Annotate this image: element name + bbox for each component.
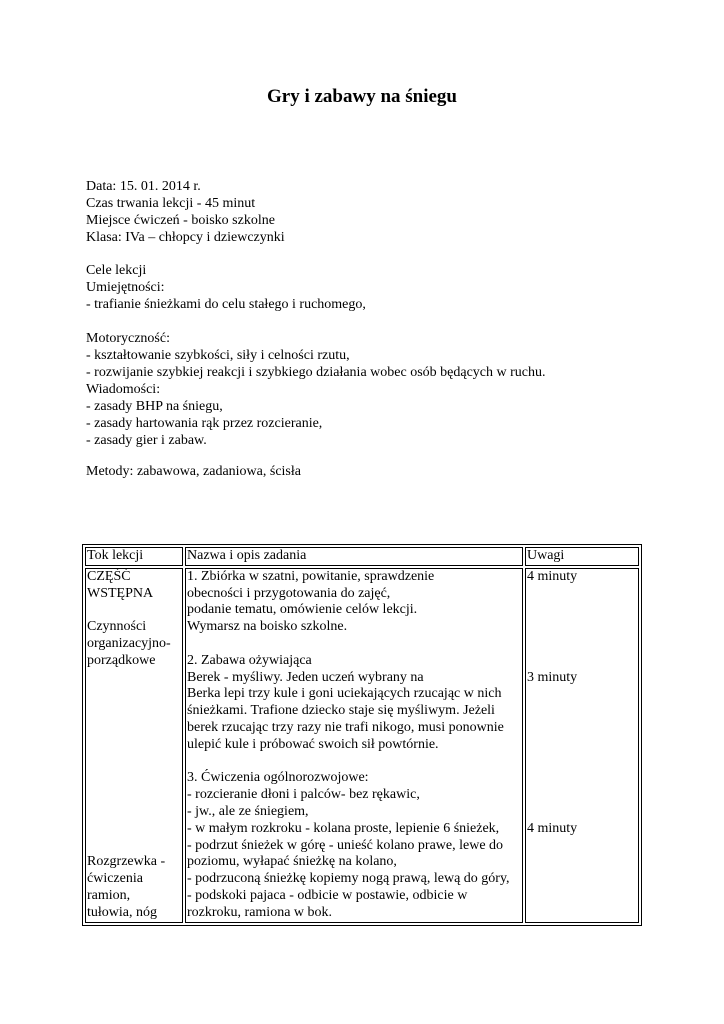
task-cell xyxy=(185,568,523,923)
skills-item: - trafianie śnieżkami do celu stałego i ruchomego, xyxy=(86,297,366,312)
warmup-label: ramion, xyxy=(87,887,131,903)
motor-heading: Motoryczność: xyxy=(86,331,170,346)
task-line: ulepić kule i próbować swoich sił powtórnie. xyxy=(187,736,439,752)
methods xyxy=(86,463,646,480)
warmup-label: Rozgrzewka - xyxy=(87,854,166,870)
warmup-label: tułowia, nóg xyxy=(87,904,157,920)
part-label: CZĘŚĆ xyxy=(87,568,131,584)
task-line: Berek - myśliwy. Jeden uczeń wybrany na xyxy=(187,669,424,685)
task-line: podanie tematu, omówienie celów lekcji. xyxy=(187,602,418,618)
task-line: - podrzut śnieżek w górę - unieść kolano prawe, lewe do xyxy=(187,837,504,853)
task-line: 3. Ćwiczenia ogólnorozwojowe: xyxy=(187,770,369,786)
goals-heading: Cele lekcji xyxy=(86,263,147,278)
knowledge-item: - zasady hartowania rąk przez rozcieranie, xyxy=(86,416,323,431)
lesson-info xyxy=(86,178,646,246)
part-label: WSTĘPNA xyxy=(87,585,154,601)
table-header-row xyxy=(85,547,639,566)
task-line: Wymarsz na boisko szkolne. xyxy=(187,619,348,635)
header-notes: Uwagi xyxy=(525,547,639,566)
header-task: Nazwa i opis zadania xyxy=(185,547,523,566)
org-label: porządkowe xyxy=(87,652,156,668)
task-line: rozkroku, ramiona w bok. xyxy=(187,904,333,920)
org-label: Czynności xyxy=(87,619,147,635)
motor-item: - rozwijanie szybkiej reakcji i szybkiego działania wobec osób będących w ruchu. xyxy=(86,365,546,380)
knowledge-item: - zasady BHP na śniegu, xyxy=(86,399,223,414)
motor-section xyxy=(86,330,646,449)
motor-item: - kształtowanie szybkości, siły i celności rzutu, xyxy=(86,348,350,363)
lesson-date: Data: 15. 01. 2014 r. xyxy=(86,179,201,194)
task-line: śnieżkami. Trafione dziecko staje się myśliwym. Jeżeli xyxy=(187,703,495,719)
lesson-goals xyxy=(86,262,646,313)
knowledge-item: - zasady gier i zabaw. xyxy=(86,433,207,448)
lesson-class: Klasa: IVa – chłopcy i dziewczynki xyxy=(86,230,285,245)
methods-text: Metody: zabawowa, zadaniowa, ścisła xyxy=(86,464,301,479)
lesson-place: Miejsce ćwiczeń - boisko szkolne xyxy=(86,213,275,228)
task-line: - jw., ale ze śniegiem, xyxy=(187,803,309,819)
task-line: poziomu, wyłapać śnieżkę na kolano, xyxy=(187,854,397,870)
org-label: organizacyjno- xyxy=(87,635,171,651)
header-course: Tok lekcji xyxy=(85,547,183,566)
knowledge-heading: Wiadomości: xyxy=(86,382,161,397)
time-note: 4 minuty xyxy=(527,568,578,584)
task-line: 1. Zbiórka w szatni, powitanie, sprawdzenie xyxy=(187,568,435,584)
course-cell xyxy=(85,568,183,923)
task-line: - rozcieranie dłoni i palców- bez rękawic, xyxy=(187,787,420,803)
notes-cell xyxy=(525,568,639,923)
task-line: 2. Zabawa ożywiająca xyxy=(187,652,312,668)
table-row xyxy=(85,568,639,923)
time-note: 4 minuty xyxy=(527,820,578,836)
task-line: obecności i przygotowania do zajęć, xyxy=(187,585,391,601)
skills-heading: Umiejętności: xyxy=(86,280,165,295)
task-line: berek rzucając trzy razy nie trafi nikogo, musi ponownie xyxy=(187,719,504,735)
task-line: - podskoki pajaca - odbicie w postawie, odbicie w xyxy=(187,887,468,903)
warmup-label: ćwiczenia xyxy=(87,871,143,887)
task-line: - w małym rozkroku - kolana proste, lepienie 6 śnieżek, xyxy=(187,820,500,836)
document-title: Gry i zabawy na śniegu xyxy=(266,86,458,107)
task-line: - podrzuconą śnieżkę kopiemy nogą prawą, lewą do góry, xyxy=(187,871,510,887)
lesson-plan-table xyxy=(82,544,642,926)
lesson-duration: Czas trwania lekcji - 45 minut xyxy=(86,196,256,211)
task-line: Berka lepi trzy kule i goni uciekających rzucając w nich xyxy=(187,686,502,702)
time-note: 3 minuty xyxy=(527,669,578,685)
